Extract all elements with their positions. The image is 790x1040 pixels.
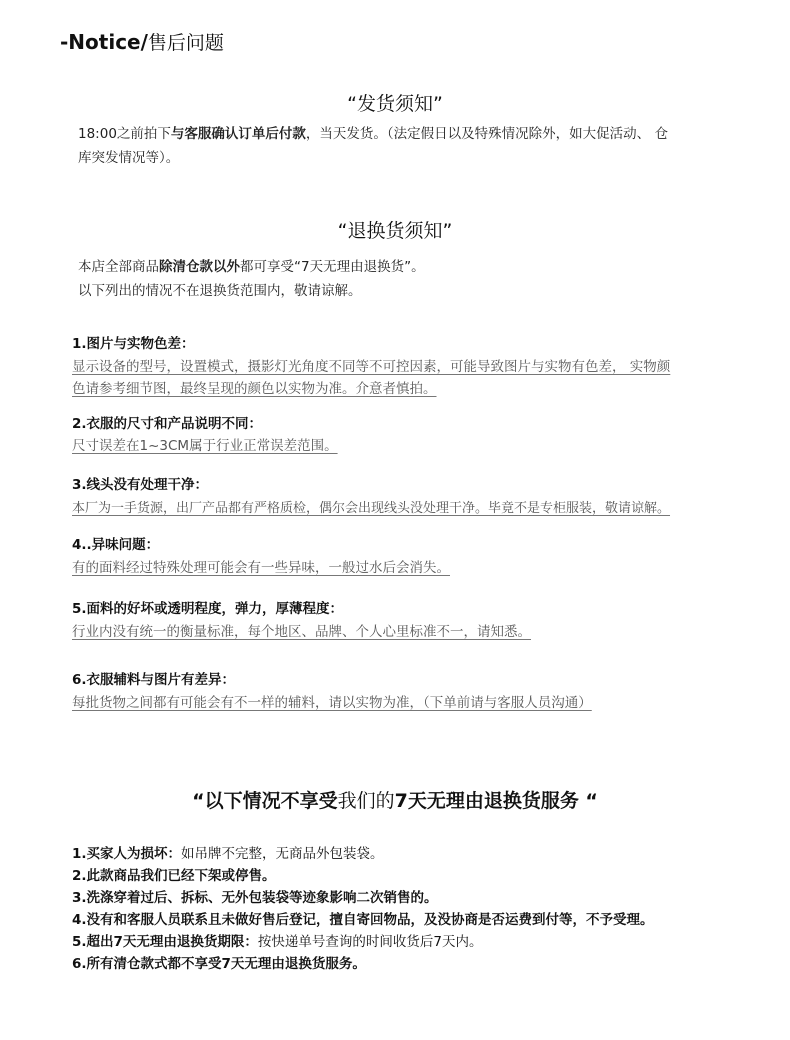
returns-line2: 以下列出的情况不在退换货范围内，敬请谅解。 bbox=[78, 283, 362, 299]
item-2-title: 2.衣服的尺寸和产品说明不同： bbox=[72, 416, 263, 432]
rule-1-text: 如吊牌不完整，无商品外包装袋。 bbox=[181, 846, 384, 862]
rule-3-text: 3.洗涤穿着过后、拆标、无外包装袋等迹象影响二次销售的。 bbox=[72, 890, 438, 906]
rule-4 bbox=[72, 909, 654, 931]
rule-1-bold: 1.买家人为损坏： bbox=[72, 846, 182, 862]
item-1-desc-line1: 显示设备的型号，设置模式，摄影灯光角度不同等不可控因素，可能导致图片与实物有色差， 实物颜 bbox=[72, 359, 671, 375]
item-3-desc bbox=[72, 497, 670, 520]
returns-line1-a: 本店全部商品 bbox=[78, 259, 159, 275]
shipping-title: “发货须知” bbox=[347, 93, 443, 115]
returns-line1-c: 都可享受“7天无理由退换货”。 bbox=[240, 259, 425, 275]
item-5-desc-line1: 行业内没有统一的衡量标准，每个地区、品牌、个人心里标准不一，请知悉。 bbox=[72, 624, 531, 640]
no-return-title bbox=[0, 786, 790, 813]
item-4-desc-line1: 有的面料经过特殊处理可能会有一些异味，一般过水后会消失。 bbox=[72, 560, 450, 576]
header-prefix: -Notice/ bbox=[60, 30, 148, 54]
rule-4-text: 4.没有和客服人员联系且未做好售后登记，擅自寄回物品，及没协商是否运费到付等，不予受理。 bbox=[72, 912, 654, 928]
item-6-desc-line1: 每批货物之间都有可能会有不一样的辅料，请以实物为准，（下单前请与客服人员沟通） bbox=[72, 695, 592, 711]
item-1-desc-line2: 色请参考细节图，最终呈现的颜色以实物为准。介意者慎拍。 bbox=[72, 381, 437, 397]
item-4-desc bbox=[72, 557, 450, 579]
returns-text bbox=[78, 255, 738, 303]
item-6-title: 6.衣服辅料与图片有差异： bbox=[72, 672, 236, 688]
returns-title: “退换货须知” bbox=[337, 220, 453, 242]
item-1-title: 1.图片与实物色差： bbox=[72, 336, 195, 352]
item-4-title: 4..异味问题： bbox=[72, 537, 160, 553]
rule-5-text: 按快递单号查询的时间收货后7天内。 bbox=[257, 934, 483, 950]
rule-2 bbox=[72, 865, 654, 887]
item-1-desc bbox=[72, 356, 732, 400]
item-3-title: 3.线头没有处理干净： bbox=[72, 477, 209, 493]
no-return-title-a: “以下情况不享受 bbox=[192, 790, 338, 812]
shipping-text bbox=[78, 122, 738, 170]
item-3-desc-line1: 本厂为一手货源，出厂产品都有严格质检，偶尔会出现线头没处理干净。毕竟不是专柜服装，敬请谅解。 bbox=[72, 501, 671, 516]
header-title: 售后问题 bbox=[147, 32, 224, 54]
item-5-desc bbox=[72, 621, 531, 643]
shipping-text-a: 18:00之前拍下 bbox=[78, 126, 171, 142]
rule-6-text: 6.所有清仓款式都不享受7天无理由退换货服务。 bbox=[72, 956, 366, 972]
item-2-desc bbox=[72, 435, 338, 457]
rule-3 bbox=[72, 887, 654, 909]
shipping-text-c: ，当天发货。（法定假日以及特殊情况除外，如大促活动、 仓 bbox=[305, 126, 668, 142]
rule-5-bold: 5.超出7天无理由退换货期限： bbox=[72, 934, 258, 950]
rule-2-text: 2.此款商品我们已经下架或停售。 bbox=[72, 868, 276, 884]
shipping-text-d: 库突发情况等）。 bbox=[78, 150, 180, 166]
item-6-desc bbox=[72, 692, 592, 714]
no-return-title-b: 我们的 bbox=[337, 790, 395, 812]
item-5-title: 5.面料的好坏或透明程度，弹力，厚薄程度： bbox=[72, 601, 344, 617]
rule-1 bbox=[72, 843, 654, 865]
item-2-desc-line1: 尺寸误差在1~3CM属于行业正常误差范围。 bbox=[72, 438, 338, 454]
returns-line1-b: 除清仓款以外 bbox=[159, 259, 240, 275]
rule-6 bbox=[72, 953, 654, 975]
shipping-text-b: 与客服确认订单后付款 bbox=[170, 126, 306, 142]
no-return-title-c: 7天无理由退换货服务 “ bbox=[394, 790, 598, 812]
no-return-list bbox=[72, 843, 654, 975]
page-header bbox=[60, 28, 224, 55]
rule-5 bbox=[72, 931, 654, 953]
